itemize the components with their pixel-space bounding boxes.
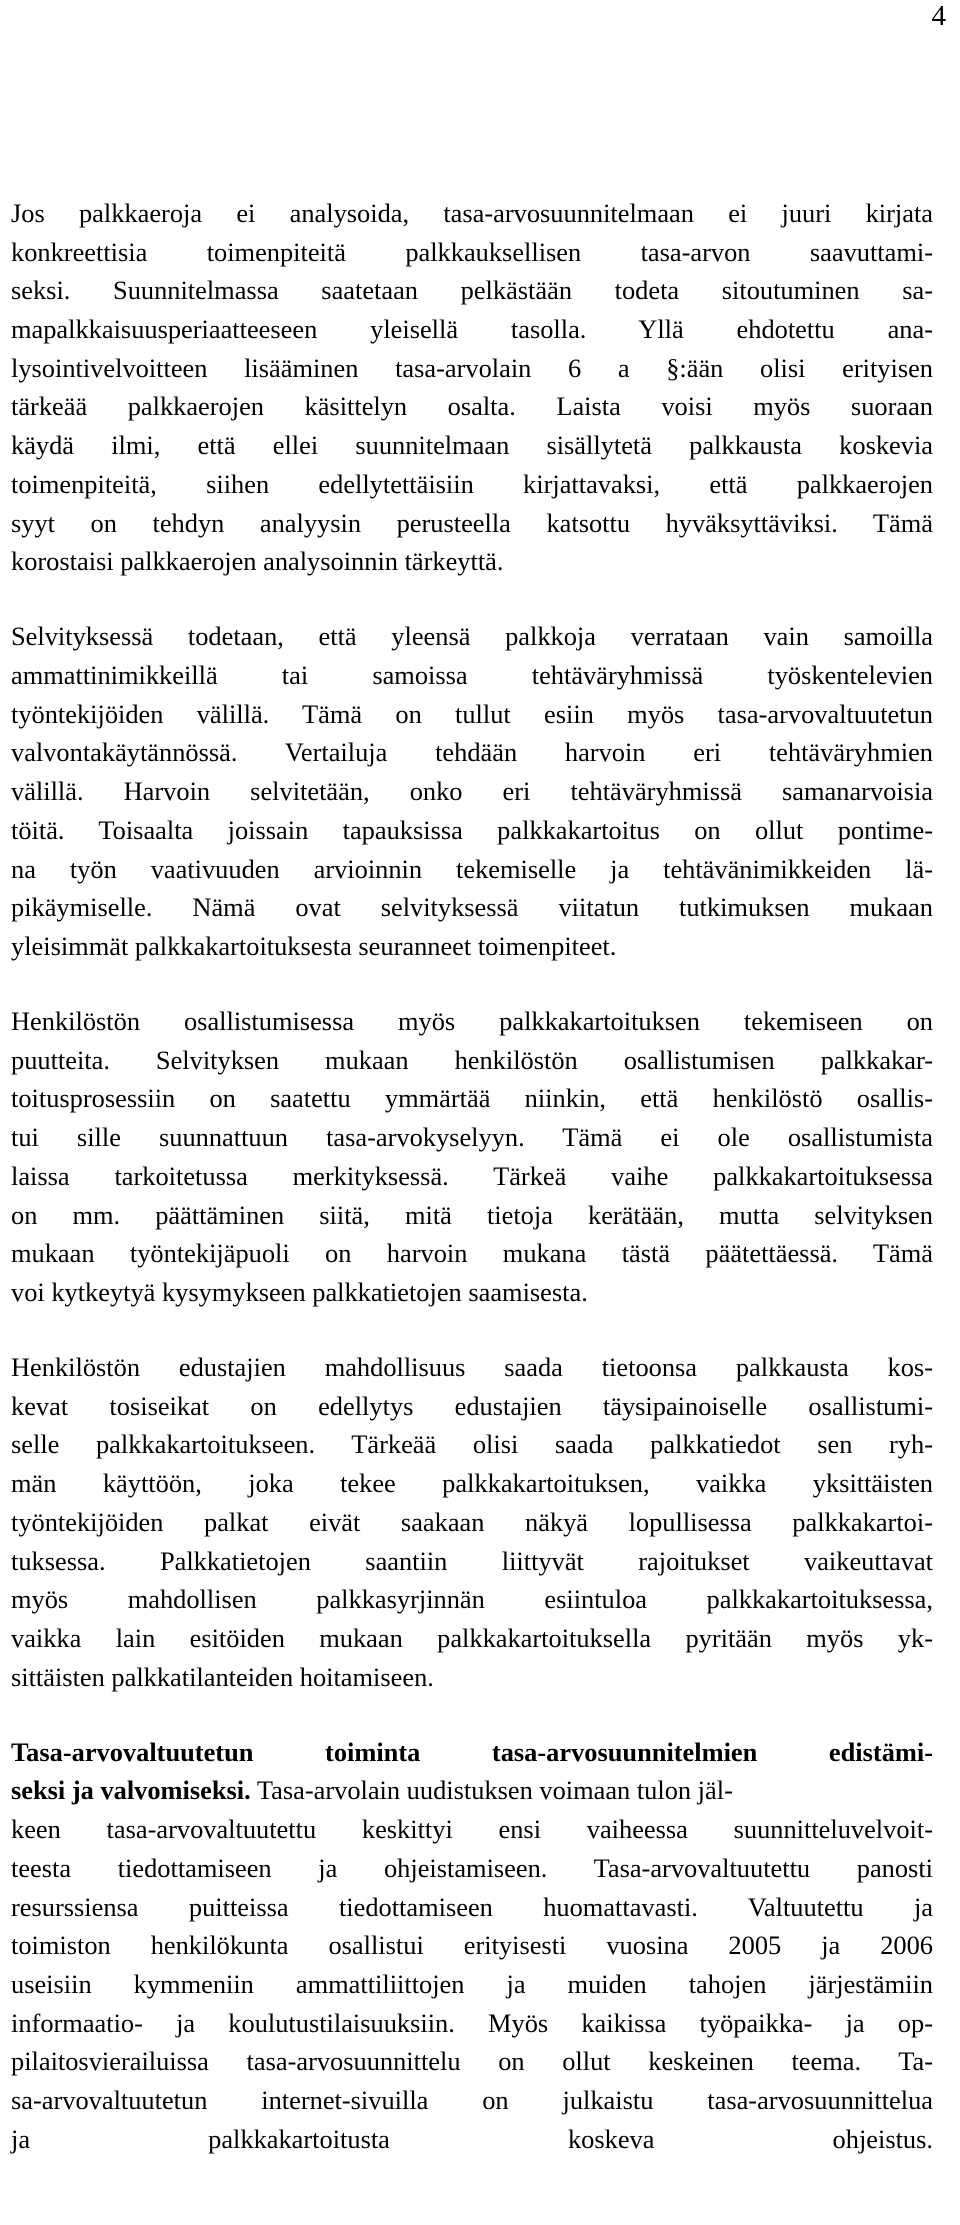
text-line: mukaan työntekijäpuoli on harvoin mukana tästä päätettäessä. Tämä xyxy=(11,1238,933,1269)
paragraph-1 xyxy=(11,194,933,581)
text-line: informaatio- ja koulutustilaisuuksiin. Myös kaikissa työpaikka- ja op- xyxy=(11,2007,933,2038)
text-line: puutteita. Selvityksen mukaan henkilöstön osallistumisen palkkakar- xyxy=(11,1044,933,1075)
text-line: Selvityksessä todetaan, että yleensä palkkoja verrataan vain samoilla xyxy=(11,621,933,652)
text-line: keen tasa-arvovaltuutettu keskittyi ensi vaiheessa suunnitteluvelvoit- xyxy=(11,1814,933,1845)
paragraph-2 xyxy=(11,617,933,965)
text-line: välillä. Harvoin selvitetään, onko eri tehtäväryhmissä samanarvoisia xyxy=(11,776,933,807)
text-line: myös mahdollisen palkkasyrjinnän esiintuloa palkkakartoituksessa, xyxy=(11,1584,933,1615)
text-line: työntekijöiden palkat eivät saakaan näkyä lopullisessa palkkakartoi- xyxy=(11,1506,933,1537)
heading-continuation-line xyxy=(11,1771,933,1810)
text-line: pilaitosvierailuissa tasa-arvosuunnittelu on ollut keskeinen teema. Ta- xyxy=(11,2046,933,2077)
text-line: tuksessa. Palkkatietojen saantiin liittyvät rajoitukset vaikeuttavat xyxy=(11,1545,933,1576)
text-line: ja palkkakartoitusta koskeva ohjeistus. xyxy=(11,2123,933,2154)
page-number: 4 xyxy=(931,0,946,32)
text-line: na työn vaativuuden arvioinnin tekemiselle ja tehtävänimikkeiden lä- xyxy=(11,853,933,884)
text-line: Jos palkkaeroja ei analysoida, tasa-arvosuunnitelmaan ei juuri kirjata xyxy=(11,198,933,228)
text-line: käydä ilmi, että ellei suunnitelmaan sisällytetä palkkausta koskevia xyxy=(11,430,933,461)
text-line: män käyttöön, joka tekee palkkakartoituksen, vaikka yksittäisten xyxy=(11,1468,933,1499)
text-line: sittäisten palkkatilanteiden hoitamiseen. xyxy=(11,1661,434,1692)
text-line: työntekijöiden välillä. Tämä on tullut esiin myös tasa-arvovaltuutetun xyxy=(11,698,933,729)
text-line: valvontakäytännössä. Vertailuja tehdään harvoin eri tehtäväryhmien xyxy=(11,737,933,768)
section-heading: Tasa-arvovaltuutetun toiminta tasa-arvosuunnitelmien edistämi- xyxy=(11,1736,933,1767)
text-line xyxy=(11,2158,933,2197)
text-line: on mm. päättäminen siitä, mitä tietoja kerätään, mutta selvityksen xyxy=(11,1199,933,1230)
text-line: Henkilöstön osallistumisessa myös palkkakartoituksen tekemiseen on xyxy=(11,1006,933,1037)
section-heading-end: seksi ja valvomiseksi. xyxy=(11,1775,251,1806)
paragraph-gap xyxy=(11,581,933,618)
text-line: teesta tiedottamiseen ja ohjeistamiseen. Tasa-arvovaltuutettu panosti xyxy=(11,1852,933,1883)
text-line: syyt on tehdyn analyysin perusteella katsottu hyväksyttäviksi. Tämä xyxy=(11,507,933,538)
text-line: vaikka lain esitöiden mukaan palkkakartoituksella pyritään myös yk- xyxy=(11,1622,933,1653)
text-line: yleisimmät palkkakartoituksesta seuranneet toimenpiteet. xyxy=(11,930,617,961)
text-line: tui sille suunnattuun tasa-arvokyselyyn. Tämä ei ole osallistumista xyxy=(11,1122,933,1153)
text-line: pikäymiselle. Nämä ovat selvityksessä viitatun tutkimuksen mukaan xyxy=(11,892,933,923)
text-line: toitusprosessiin on saatettu ymmärtää niinkin, että henkilöstö osallis- xyxy=(11,1083,933,1114)
text-line: konkreettisia toimenpiteitä palkkauksellisen tasa-arvon saavuttami- xyxy=(11,236,933,267)
text-line: useisiin kymmeniin ammattiliittojen ja muiden tahojen järjestämiin xyxy=(11,1968,933,1999)
text-line: voi kytkeytyä kysymykseen palkkatietojen saamisesta. xyxy=(11,1276,588,1307)
text-line: korostaisi palkkaerojen analysoinnin tärkeyttä. xyxy=(11,546,504,577)
text-line: Henkilöstön edustajien mahdollisuus saada tietoonsa palkkausta kos- xyxy=(11,1352,933,1383)
text-line: laissa tarkoitetussa merkityksessä. Tärkeä vaihe palkkakartoituksessa xyxy=(11,1160,933,1191)
text-line: mapalkkaisuusperiaatteeseen yleisellä tasolla. Yllä ehdotettu ana- xyxy=(11,314,933,345)
paragraph-gap xyxy=(11,1696,933,1733)
text-line: toimenpiteitä, siihen edellytettäisiin kirjattavaksi, että palkkaerojen xyxy=(11,468,933,499)
paragraph-gap xyxy=(11,966,933,1003)
text-line: seksi. Suunnitelmassa saatetaan pelkästään todeta sitoutuminen sa- xyxy=(11,275,933,306)
paragraph-4 xyxy=(11,1348,933,1696)
text-line: selle palkkakartoitukseen. Tärkeää olisi saada palkkatiedot sen ryh- xyxy=(11,1429,933,1460)
text-line: resurssiensa puitteissa tiedottamiseen huomattavasti. Valtuutettu ja xyxy=(11,1891,933,1922)
paragraph-3 xyxy=(11,1002,933,1312)
paragraph-5 xyxy=(11,1733,933,2197)
text-line: tärkeää palkkaerojen käsittelyn osalta. Laista voisi myös suoraan xyxy=(11,391,933,422)
text-line: toimiston henkilökunta osallistui erityisesti vuosina 2005 ja 2006 xyxy=(11,1930,933,1961)
text-line: kevat tosiseikat on edellytys edustajien täysipainoiselle osallistumi- xyxy=(11,1390,933,1421)
text-line: töitä. Toisaalta joissain tapauksissa palkkakartoitus on ollut pontime- xyxy=(11,814,933,845)
text-line: sa-arvovaltuutetun internet-sivuilla on julkaistu tasa-arvosuunnittelua xyxy=(11,2084,933,2115)
document-body xyxy=(11,194,933,2197)
text-run: Tasa-arvolain uudistuksen voimaan tulon jäl- xyxy=(250,1775,733,1806)
paragraph-gap xyxy=(11,1312,933,1349)
text-line: ammattinimikkeillä tai samoissa tehtäväryhmissä työskentelevien xyxy=(11,660,933,691)
text-line: lysointivelvoitteen lisääminen tasa-arvolain 6 a §:ään olisi erityisen xyxy=(11,352,933,383)
